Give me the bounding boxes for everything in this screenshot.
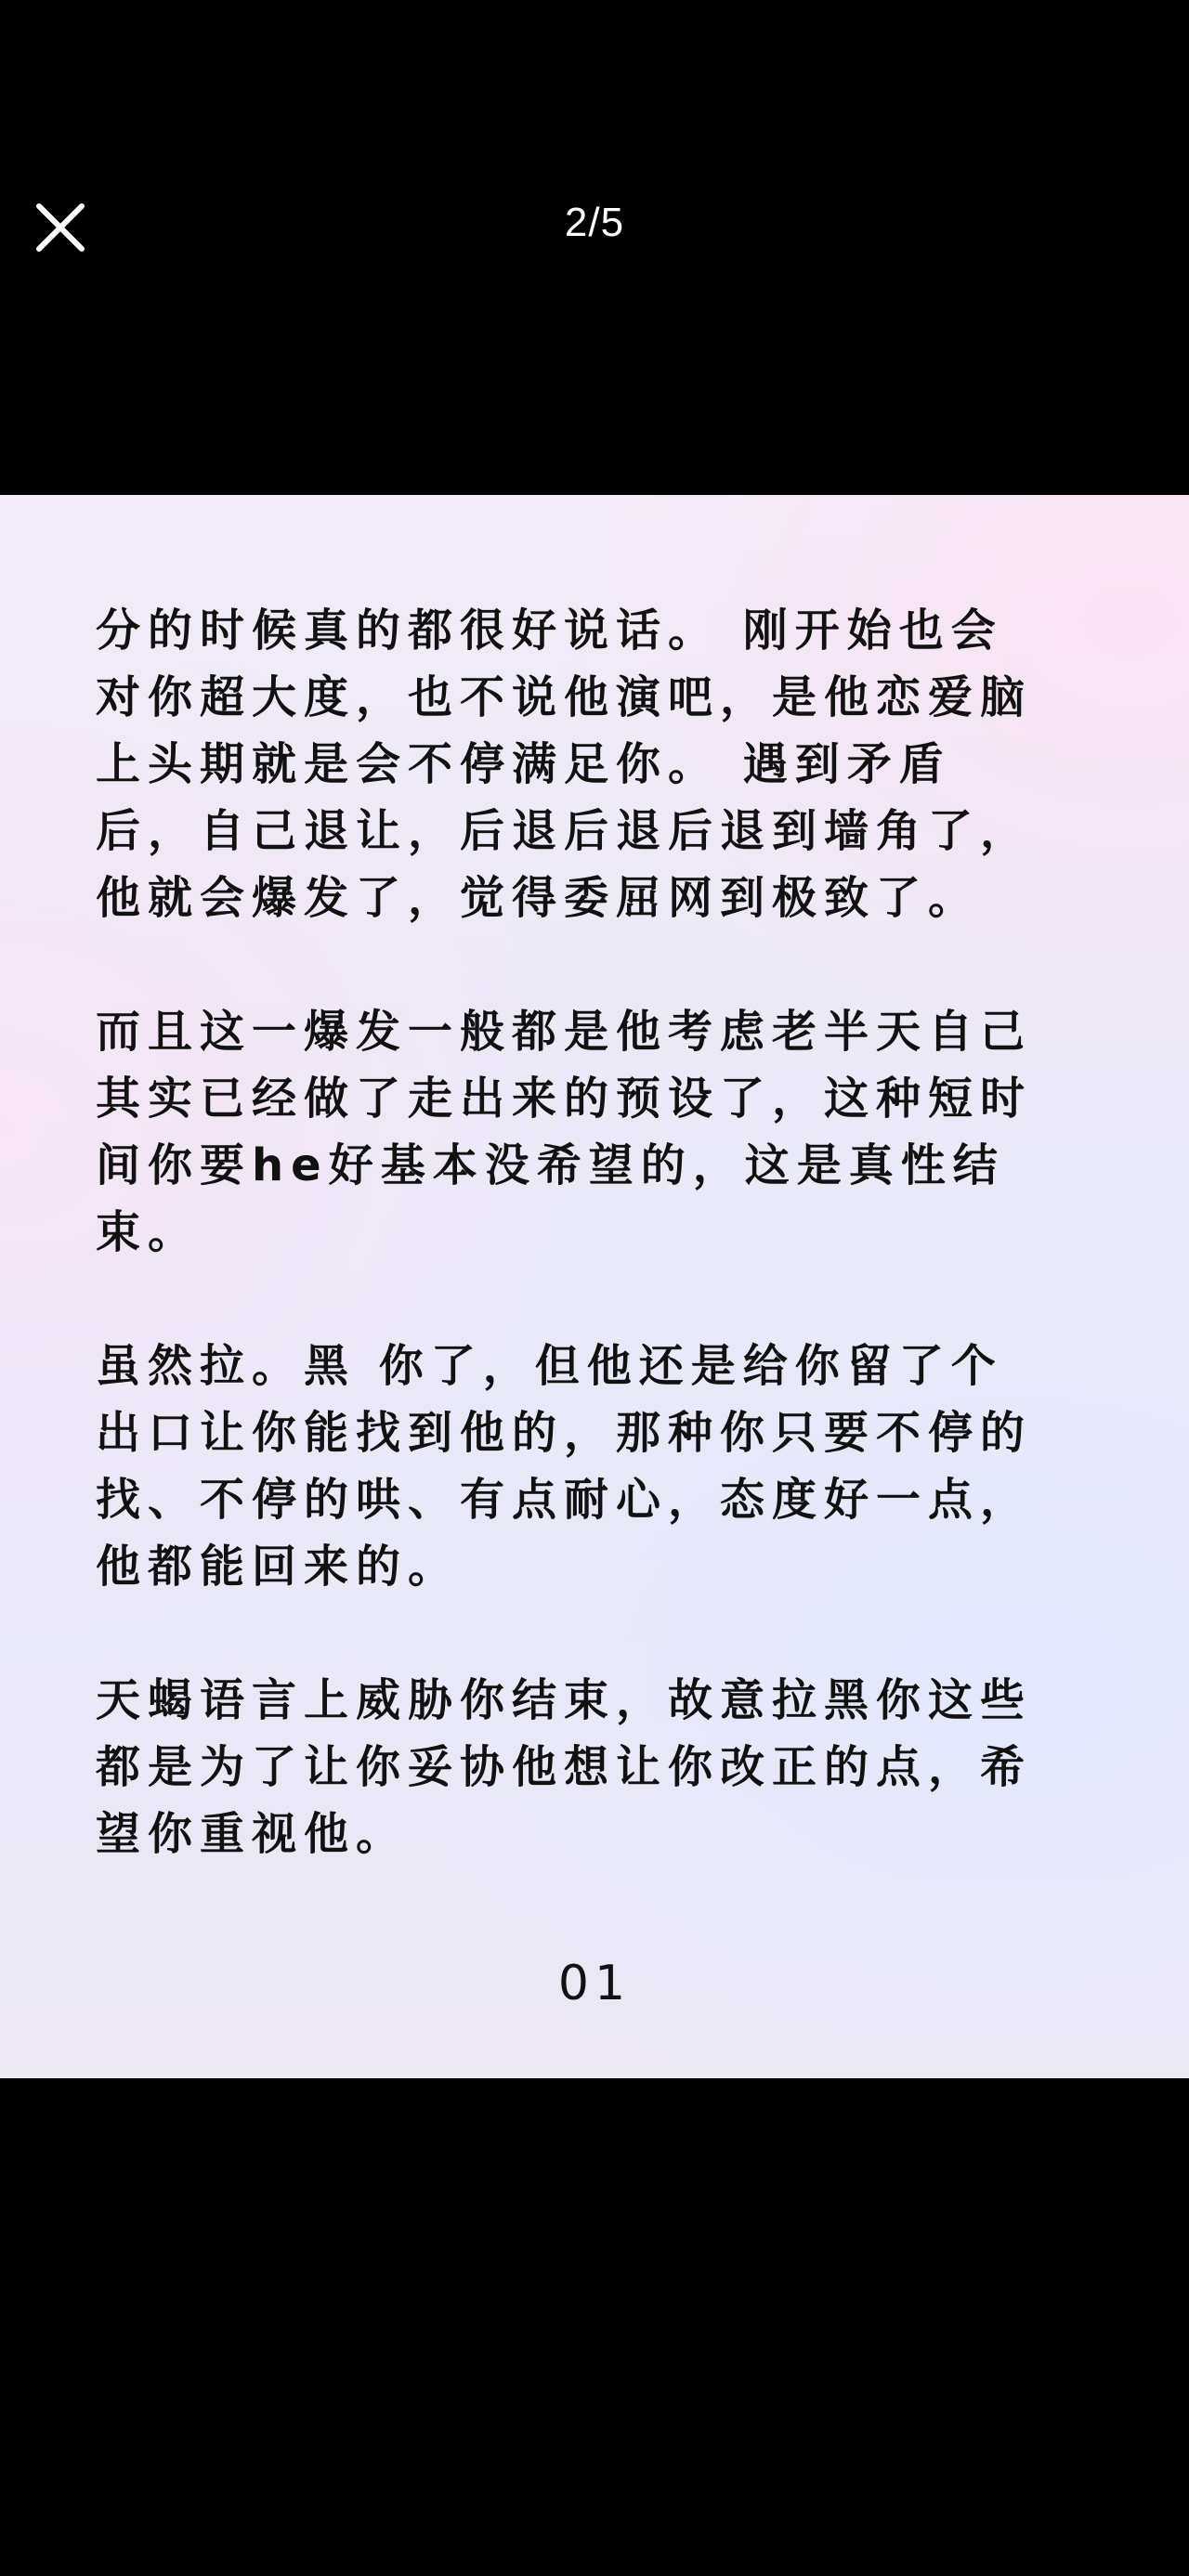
text-line: 束。 bbox=[96, 1206, 201, 1258]
text-line: 他就会爆发了，觉得委屈网到极致了。 bbox=[96, 872, 981, 924]
text-line: 分的时候真的都很好说话。 刚开始也会 bbox=[96, 605, 1003, 657]
text-line: 而且这一爆发一般都是他考虑老半天自己 bbox=[96, 1006, 1033, 1058]
text-line: 后，自己退让，后退后退后退到墙角了， bbox=[96, 805, 1033, 857]
paragraph-2 bbox=[96, 998, 1136, 1266]
viewer-bottom-bar bbox=[0, 2078, 1189, 2576]
text-line: 虽然拉。黑 你了，但他还是给你留了个 bbox=[96, 1340, 1003, 1392]
text-line: 找、不停的哄、有点耐心，态度好一点， bbox=[96, 1474, 1033, 1526]
image-page[interactable] bbox=[0, 495, 1189, 2078]
text-line: 上头期就是会不停满足你。 遇到矛盾 bbox=[96, 738, 951, 790]
text-line: 望你重视他。 bbox=[96, 1808, 409, 1860]
text-line: 出口让你能找到他的，那种你只要不停的 bbox=[96, 1407, 1033, 1459]
text-body bbox=[96, 597, 1136, 1934]
paragraph-1 bbox=[96, 597, 1136, 931]
text-line: 天蝎语言上威胁你结束，故意拉黑你这些 bbox=[96, 1674, 1033, 1726]
text-line: 他都能回来的。 bbox=[96, 1541, 461, 1593]
page-number: 01 bbox=[557, 1956, 632, 2011]
paragraph-4 bbox=[96, 1667, 1136, 1867]
text-line: 都是为了让你妥协他想让你改正的点，希 bbox=[96, 1741, 1033, 1793]
text-line: 对你超大度，也不说他演吧，是他恋爱脑 bbox=[96, 671, 1033, 723]
paragraph-3 bbox=[96, 1333, 1136, 1600]
text-line: 间你要he好基本没希望的，这是真性结 bbox=[96, 1139, 1005, 1191]
page-indicator: 2/5 bbox=[564, 200, 625, 245]
text-line: 其实已经做了走出来的预设了，这种短时 bbox=[96, 1073, 1033, 1125]
viewer-top-bar bbox=[0, 0, 1189, 495]
